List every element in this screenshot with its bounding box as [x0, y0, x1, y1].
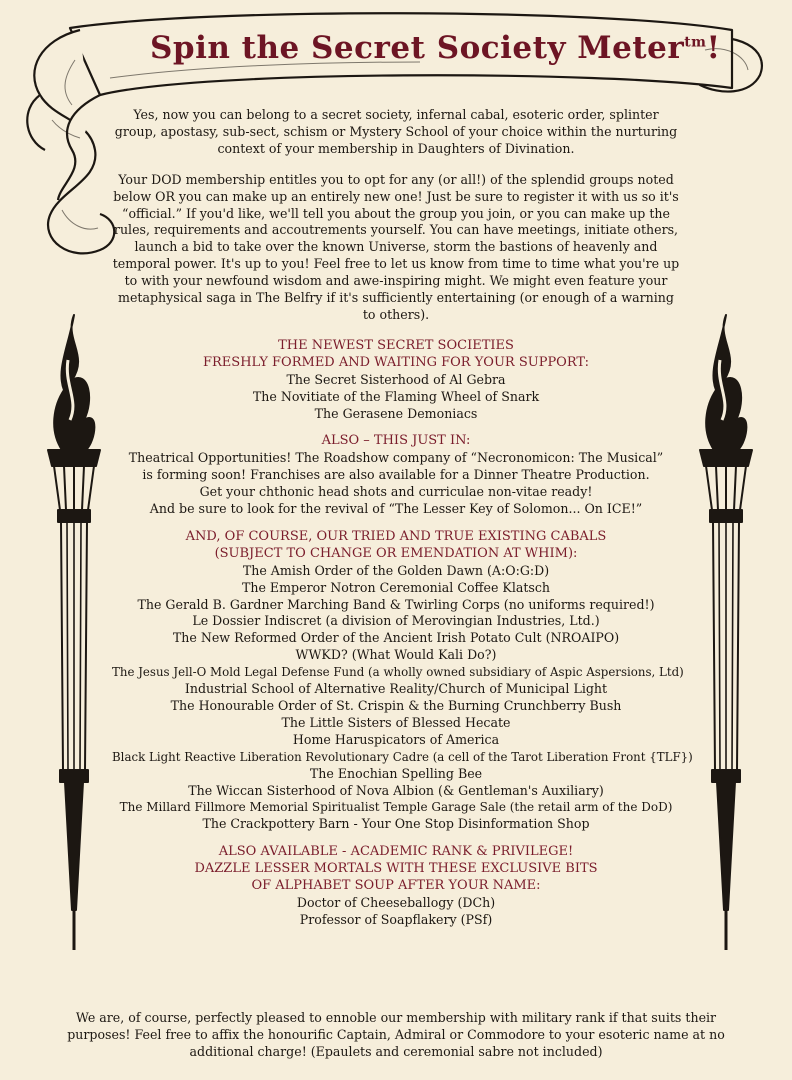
right-torch-illustration — [686, 310, 766, 960]
list-item: The Wiccan Sisterhood of Nova Albion (& Gentleman's Auxiliary) — [188, 782, 604, 798]
this-just-in-section — [112, 433, 680, 518]
list-item: The Amish Order of the Golden Dawn (A:O:G:D) — [242, 562, 550, 578]
list-item: Professor of Soapflakery (PSf) — [299, 911, 493, 927]
list-item: The Gerasene Demoniacs — [314, 405, 478, 421]
list-item: The Crackpottery Barn - Your One Stop Disinformation Shop — [202, 816, 590, 832]
list-item: The Enochian Spelling Bee — [309, 765, 483, 781]
list-item: The Honourable Order of St. Crispin & the Burning Crunchberry Bush — [170, 698, 622, 713]
section-heading: DAZZLE LESSER MORTALS WITH THESE EXCLUSIVE BITS — [194, 861, 598, 877]
flame-icon — [54, 315, 94, 450]
membership-paragraph: Your DOD membership entitles you to opt for any (or all!) of the splendid groups noted below OR you can make up an entirely new one! Just be sure to register it with us so it's “official.” If you'd like, we'll tell you about the group you join, or you can make up the rules, requirements and accoutrements yourself. You can have meetings, initiate others, launch a bid to take over the known Universe, storm the bastions of heavenly and temporal power. It's up to you! Feel free to let us know from time to time what you're up to with your newfound wisdom and awe-inspiring might. We might even feature your metaphysical saga in The Belfry if it's sufficiently entertaining (or enough of a warning to others). — [112, 171, 680, 322]
section-heading: ALSO AVAILABLE - ACADEMIC RANK & PRIVILEGE! — [218, 844, 574, 860]
section-heading: FRESHLY FORMED AND WAITING FOR YOUR SUPPORT: — [202, 354, 589, 370]
list-item: Home Haruspicators of America — [292, 731, 500, 747]
list-item: WWKD? (What Would Kali Do?) — [295, 647, 497, 663]
intro-paragraph: Yes, now you can belong to a secret society, infernal cabal, esoteric order, splinter group, apostasy, sub-sect, schism or Mystery School of your choice within the nurturing context of your membership in Daughters of Divination. — [114, 107, 678, 156]
list-item: Black Light Reactive Liberation Revolutionary Cadre (a cell of the Tarot Liberation Front {TLF}) — [112, 749, 693, 764]
list-item: Le Dossier Indiscret (a division of Merovingian Industries, Ltd.) — [192, 613, 600, 629]
section-heading: ALSO – THIS JUST IN: — [321, 433, 471, 449]
list-item: The Secret Sisterhood of Al Gebra — [286, 371, 506, 387]
newest-societies-section — [112, 338, 680, 423]
list-item: The Novitiate of the Flaming Wheel of Snark — [252, 388, 540, 404]
list-item: And be sure to look for the revival of “The Lesser Key of Solomon... On ICE!” — [149, 501, 643, 517]
section-heading: OF ALPHABET SOUP AFTER YOUR NAME: — [251, 878, 541, 894]
academic-rank-section — [112, 844, 680, 929]
page-title: Spin the Secret Society Meter$^{tm}$! — [150, 30, 721, 66]
list-item: The Jesus Jell-O Mold Legal Defense Fund (a wholly owned subsidiary of Aspic Aspersions, Ltd) — [112, 665, 684, 680]
list-item: The Millard Fillmore Memorial Spiritualist Temple Garage Sale (the retail arm of the DoD) — [119, 800, 673, 815]
footer-paragraph: We are, of course, perfectly pleased to ennoble our membership with military rank if that suits their purposes! Feel free to affix the honourific Captain, Admiral or Commodore to your esoteric name at no additional charge! (Epaulets and ceremonial sabre not included) — [67, 1010, 725, 1059]
list-item: Theatrical Opportunities! The Roadshow company of “Necronomicon: The Musical” — [128, 450, 664, 466]
list-item: Get your chthonic head shots and curriculae non-vitae ready! — [199, 484, 593, 500]
list-item: The Gerald B. Gardner Marching Band & Twirling Corps (no uniforms required!) — [137, 596, 655, 612]
section-heading: (SUBJECT TO CHANGE OR EMENDATION AT WHIM): — [214, 545, 578, 561]
list-item: Doctor of Cheeseballogy (DCh) — [296, 894, 496, 910]
flame-icon — [706, 315, 746, 450]
section-heading: AND, OF COURSE, OUR TRIED AND TRUE EXISTING CABALS — [185, 528, 607, 544]
list-item: Industrial School of Alternative Reality/Church of Municipal Light — [184, 681, 608, 697]
list-item: The Emperor Notron Ceremonial Coffee Klatsch — [241, 579, 551, 595]
existing-cabals-section — [112, 528, 693, 833]
section-heading: THE NEWEST SECRET SOCIETIES — [278, 337, 514, 353]
list-item: The New Reformed Order of the Ancient Irish Potato Cult (NROAIPO) — [172, 630, 620, 646]
main-content — [112, 107, 693, 940]
list-item: The Little Sisters of Blessed Hecate — [281, 714, 511, 730]
left-torch-illustration — [34, 310, 114, 960]
list-item: is forming soon! Franchises are also available for a Dinner Theatre Production. — [142, 467, 650, 483]
